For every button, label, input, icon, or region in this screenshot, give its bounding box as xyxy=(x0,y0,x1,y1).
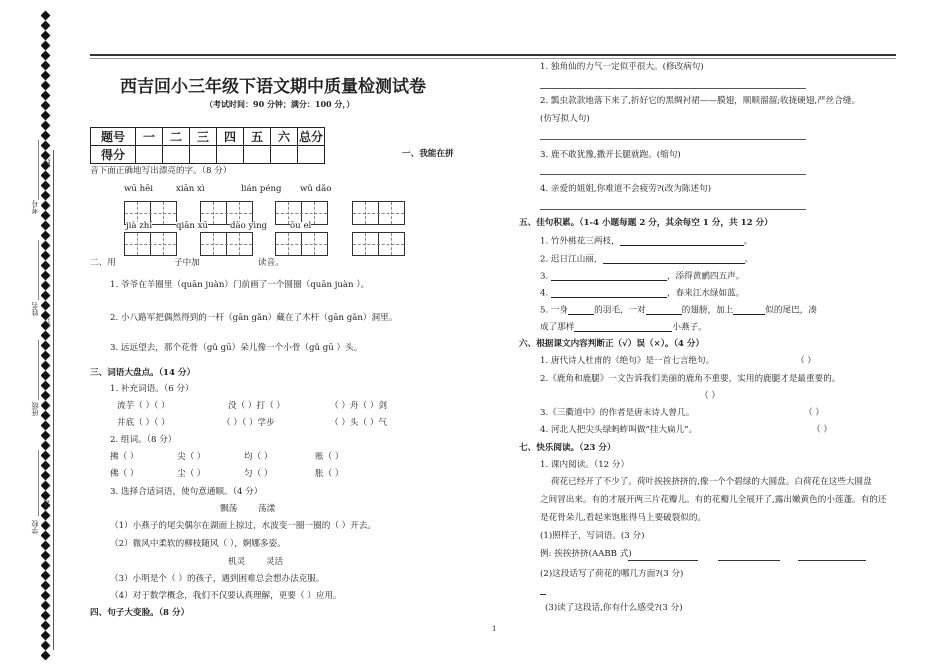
fill-text: 5. 一身 xyxy=(540,305,569,316)
margin-label-xingming: 姓名 xyxy=(31,302,39,316)
score-row-label: 得分 xyxy=(91,146,136,164)
score-input-cell[interactable] xyxy=(217,146,244,164)
word-choice: 机灵 xyxy=(228,557,246,567)
fill-item: （ ）舟（ ）剑 xyxy=(330,401,388,411)
binding-dot xyxy=(41,51,50,61)
answer-blank[interactable] xyxy=(551,271,667,281)
answer-line[interactable] xyxy=(540,139,806,140)
reading-example: 例: 挨挨挤挤(AABB 式) xyxy=(540,549,632,559)
binding-dot xyxy=(41,441,50,451)
fill-text: 成了那样 xyxy=(540,322,575,333)
margin-label-xuexiao: 学校 xyxy=(31,520,39,534)
binding-dot xyxy=(41,11,50,21)
binding-dot xyxy=(41,131,50,141)
section-3-q2: 2. 组词。（8 分） xyxy=(110,435,177,445)
answer-line[interactable] xyxy=(540,88,806,89)
section-4-heading: 四、句子大变脸。（8 分） xyxy=(90,608,190,618)
poem-item: 3. ，添得黄鹂四五声。 xyxy=(540,271,745,282)
page-title: 西吉回小三年级下语文期中质量检测试卷 xyxy=(120,77,426,97)
poem-text: ，添得黄鹂四五声。 xyxy=(666,271,745,282)
answer-line[interactable] xyxy=(718,560,780,561)
judge-item: 1. 唐代诗人杜甫的《绝句》是一首七言绝句。 xyxy=(540,356,715,366)
fill-item: 井底（ ）（ ） xyxy=(117,418,170,428)
pinyin-label: dào yìng xyxy=(230,221,268,231)
choice-sentence: （1）小燕子的尾尖偶尔在湖面上掠过，水波变一圈一圈的（ ）开去。 xyxy=(110,521,377,531)
writing-grid[interactable] xyxy=(352,201,405,225)
binding-dot xyxy=(41,201,50,211)
binding-dot xyxy=(41,241,50,251)
word-choice: 飘荡 xyxy=(220,504,238,514)
fill-item: 佛（ ） xyxy=(110,469,139,479)
binding-dot xyxy=(41,41,50,51)
fill-item: 尖（ ） xyxy=(177,452,206,462)
fill-line-banji[interactable] xyxy=(38,340,39,400)
fill-text: 的翅膀，加上 xyxy=(681,305,734,316)
section-1-heading: 一、我能在拼 xyxy=(402,149,454,159)
section-2-item: 2. 小八路军把偶然得到的一杆（gān gǎn）藏在了木杆（gān gǎn）洞里。 xyxy=(110,313,398,323)
score-input-cell[interactable] xyxy=(163,146,190,164)
answer-line[interactable] xyxy=(540,594,546,595)
score-header-cell: 三 xyxy=(190,128,217,146)
pinyin-label: jià zhí xyxy=(126,221,153,231)
binding-dot xyxy=(41,251,50,261)
answer-line[interactable] xyxy=(540,209,806,210)
answer-line[interactable] xyxy=(628,560,698,561)
word-choice: 灵活 xyxy=(266,557,284,567)
binding-dot xyxy=(41,31,50,41)
reading-passage: 是花骨朵儿,看起来饱胀得马上要破裂似的。 xyxy=(540,513,707,523)
score-header-cell: 二 xyxy=(163,128,190,146)
choice-sentence: （2）微风中柔软的柳枝随风（ ），婀娜多姿。 xyxy=(110,539,286,549)
top-rule xyxy=(90,54,896,56)
answer-blank[interactable] xyxy=(733,305,765,315)
binding-dot xyxy=(41,571,50,581)
answer-blank[interactable] xyxy=(603,254,745,264)
fill-item: 账（ ） xyxy=(315,452,344,462)
margin-mark-xian: 线 xyxy=(43,158,51,165)
binding-dot xyxy=(41,331,50,341)
binding-dot xyxy=(41,511,50,521)
judge-answer[interactable]: （ ） xyxy=(700,391,720,401)
binding-dot xyxy=(41,491,50,501)
judge-answer[interactable]: （ ） xyxy=(812,425,832,435)
binding-dot xyxy=(41,421,50,431)
answer-blank[interactable] xyxy=(551,288,667,298)
binding-dot xyxy=(41,381,50,391)
section-2-heading-b: 子中加 xyxy=(174,258,200,268)
binding-dot xyxy=(41,581,50,591)
writing-grid[interactable] xyxy=(200,232,253,256)
score-header-cell: 一 xyxy=(136,128,163,146)
fill-item: 流芋（ ）（ ） xyxy=(117,401,170,411)
fill-item: 胀（ ） xyxy=(315,469,344,479)
binding-dot xyxy=(41,361,50,371)
poem-text: 2. 迟日江山丽， xyxy=(540,254,603,265)
score-table xyxy=(90,127,325,164)
binding-dot xyxy=(41,391,50,401)
judge-item: 3.《三衢道中》的作者是唐末诗人曾几。 xyxy=(540,408,695,418)
section-4-q2-note: (仿写拟人句) xyxy=(540,114,590,124)
fill-item: （ ）（ ）学步 xyxy=(222,418,275,428)
fill-text: 小燕子。 xyxy=(672,322,707,333)
fill-text: 的羽毛，一对 xyxy=(594,305,646,316)
binding-dot xyxy=(41,411,50,421)
fill-sentence xyxy=(540,305,817,315)
poem-item: 2. 迟日江山丽， 。 xyxy=(540,254,754,265)
section-5-heading: 五、佳句积累。（1-4 小题每题 2 分，其余每空 1 分，共 12 分） xyxy=(519,218,773,228)
binding-dot xyxy=(41,431,50,441)
fill-sentence xyxy=(540,322,707,332)
binding-dot xyxy=(41,281,50,291)
score-input-cell[interactable] xyxy=(190,146,217,164)
answer-blank[interactable] xyxy=(620,236,744,246)
binding-dot xyxy=(41,521,50,531)
section-2-item: 1. 爷爷在羊圈里（quān juàn）门前画了一个圆圈（quān juàn ）。 xyxy=(110,280,370,290)
judge-answer[interactable]: （ ） xyxy=(796,356,816,366)
pinyin-label: lián péng xyxy=(241,184,282,194)
binding-dot xyxy=(41,471,50,481)
section-2-heading-a: 二、用 xyxy=(90,258,116,268)
section-6-heading: 六、根据课文内容判断正（√）误（×）。（4 分） xyxy=(519,339,705,349)
binding-dot xyxy=(41,351,50,361)
fill-line-xingming[interactable] xyxy=(38,240,39,300)
poem-item: 1. 竹外桃花三两枝， 。 xyxy=(540,236,753,247)
binding-dot xyxy=(41,181,50,191)
answer-blank[interactable] xyxy=(646,305,682,315)
score-input-cell[interactable] xyxy=(244,146,271,164)
binding-dot xyxy=(41,561,50,571)
answer-line[interactable] xyxy=(798,560,866,561)
binding-dot xyxy=(41,111,50,121)
judge-item: 4. 河北人把尖头绿蚂蚱叫做“挂大扁儿”。 xyxy=(540,425,698,435)
score-header-cell: 四 xyxy=(217,128,244,146)
binding-dot xyxy=(41,551,50,561)
binding-dot xyxy=(41,221,50,231)
score-header-cell: 题号 xyxy=(91,128,136,146)
reading-question: (3)读了这段话,你有什么感受?(3 分) xyxy=(545,603,683,613)
binding-dot xyxy=(41,301,50,311)
binding-dot xyxy=(41,451,50,461)
score-input-cell[interactable] xyxy=(271,146,298,164)
binding-dot xyxy=(41,481,50,491)
section-3-q3: 3. 选择合适词语，使句意通顺。（4 分） xyxy=(110,487,263,497)
fill-line-kaohao[interactable] xyxy=(38,140,39,200)
choice-sentence: （3）小明是个（ ）的孩子，遇到困难总会想办法克服。 xyxy=(110,574,325,584)
score-header-cell: 五 xyxy=(244,128,271,146)
binding-dot xyxy=(41,171,50,181)
judge-item: 2.《鹿角和鹿腿》一文告诉我们美丽的鹿角不重要，实用的鹿腿才是最重要的。 xyxy=(540,374,841,384)
writing-grid[interactable] xyxy=(124,232,177,256)
page-number: 1 xyxy=(492,625,497,633)
score-input-cell[interactable] xyxy=(298,146,325,164)
reading-question: (2)这段话写了荷花的哪几方面?(3 分) xyxy=(540,569,684,579)
fill-item: 尘（ ） xyxy=(177,469,206,479)
binding-dot xyxy=(41,631,50,641)
choice-sentence: （4）对于数学概念，我们不仅要认真理解，更要（ ）应用。 xyxy=(110,591,342,601)
top-rule-thin xyxy=(90,58,896,59)
binding-dot xyxy=(41,461,50,471)
fill-text: 似的尾巴，凑 xyxy=(765,305,817,316)
margin-mark-zhuang: 装 xyxy=(43,500,51,507)
section-3-q1: 1. 补充词语。（6 分） xyxy=(110,384,194,394)
judge-answer[interactable]: （ ） xyxy=(804,408,824,418)
poem-item: 4. ，春来江水绿如蓝。 xyxy=(540,288,745,299)
binding-dot xyxy=(41,591,50,601)
pinyin-label: wū hēi xyxy=(124,184,153,194)
pinyin-label: qiān xū xyxy=(176,221,209,231)
margin-label-banji: 班级 xyxy=(31,402,39,416)
binding-dot xyxy=(41,621,50,631)
binding-dot xyxy=(41,651,50,660)
pinyin-label: wǔ dǎo xyxy=(300,184,332,194)
writing-grid[interactable] xyxy=(275,232,328,256)
binding-dot xyxy=(41,21,50,31)
binding-dot xyxy=(41,91,50,101)
binding-dot xyxy=(41,211,50,221)
section-2-heading-c: 读音。 xyxy=(258,258,284,268)
answer-blank[interactable] xyxy=(568,305,594,315)
binding-dot xyxy=(41,371,50,381)
binding-dot xyxy=(41,541,50,551)
section-7-q1: 1. 课内阅读。（12 分） xyxy=(540,460,630,470)
margin-label-kaohao: 考号 xyxy=(31,200,39,214)
binding-dot xyxy=(41,641,50,651)
binding-dot xyxy=(41,401,50,411)
section-3-heading: 三、词语大盘点。（14 分） xyxy=(90,368,196,378)
binding-line xyxy=(53,150,54,650)
binding-dot xyxy=(41,121,50,131)
score-input-cell[interactable] xyxy=(136,146,163,164)
exam-subtitle: （考试时间：90 分钟；满分：100 分，） xyxy=(205,99,355,109)
writing-grid[interactable] xyxy=(352,232,405,256)
fill-item: 匀（ ） xyxy=(244,469,273,479)
answer-blank[interactable] xyxy=(574,322,672,332)
fill-line-xuexiao[interactable] xyxy=(38,450,39,516)
pinyin-label: xiān xì xyxy=(176,184,205,194)
binding-dot xyxy=(41,101,50,111)
fill-item: 均（ ） xyxy=(244,452,273,462)
binding-dot xyxy=(41,141,50,151)
section-4-q1: 1. 独角仙的力气一定似乎很大。(修改病句) xyxy=(540,62,704,72)
binding-dot xyxy=(41,191,50,201)
fill-item: （ ）头（ ）气 xyxy=(330,418,388,428)
binding-dot xyxy=(41,261,50,271)
fill-item: 没（ ）打（ ） xyxy=(228,401,286,411)
reading-passage: 之间冒出来。有的才展开两三片花瓣儿。有的花瓣儿全展开了,露出嫩黄色的小莲蓬。有的还 xyxy=(540,495,887,505)
binding-dot xyxy=(41,231,50,241)
binding-dot xyxy=(41,611,50,621)
poem-text: 1. 竹外桃花三两枝， xyxy=(540,236,620,247)
binding-dot xyxy=(41,271,50,281)
score-header-cell: 总分 xyxy=(298,128,325,146)
margin-mark-ding: 订 xyxy=(43,318,51,325)
section-4-q4: 4. 亲爱的姐姐,你难道不会疲劳?(改为陈述句) xyxy=(540,184,712,194)
binding-dot xyxy=(41,61,50,71)
binding-dot xyxy=(41,341,50,351)
section-1-instruction: 音下面正确地写出漂亮的字。（8 分） xyxy=(90,166,232,176)
poem-text: ，春来江水绿如蓝。 xyxy=(666,288,745,299)
score-table-header-row xyxy=(91,128,325,146)
score-header-cell: 六 xyxy=(271,128,298,146)
word-choice: 荡漾 xyxy=(258,504,276,514)
binding-dot xyxy=(41,531,50,541)
reading-question: (1)照样子，写词语。(3 分) xyxy=(540,531,645,541)
fill-item: 拂（ ） xyxy=(110,452,139,462)
section-4-q3: 3. 鹿不敢犹豫,撒开长腿就跑。(缩句) xyxy=(540,150,681,160)
pinyin-label: ōu el xyxy=(290,221,312,231)
section-2-item: 3. 远远望去，那个花骨（gǔ gū）朵儿像一个小骨（gǔ gū ）头。 xyxy=(110,343,363,353)
answer-line[interactable] xyxy=(540,174,806,175)
score-table-score-row xyxy=(91,146,325,164)
section-4-q2: 2. 瓢虫款款地落下来了,折好它的黑绸衬裙——膜翅，顺顺溜溜;收拢硬翅,严丝合缝。 xyxy=(540,96,861,106)
binding-dot xyxy=(41,291,50,301)
binding-dot xyxy=(41,71,50,81)
binding-dot xyxy=(41,601,50,611)
binding-dot xyxy=(41,81,50,91)
section-7-heading: 七、快乐阅读。（23 分） xyxy=(519,443,616,453)
reading-passage: 荷花已经开了不少了。荷叶挨挨挤挤的,像一个个碧绿的大圆盘。白荷花在这些大圆盘 xyxy=(551,477,872,487)
